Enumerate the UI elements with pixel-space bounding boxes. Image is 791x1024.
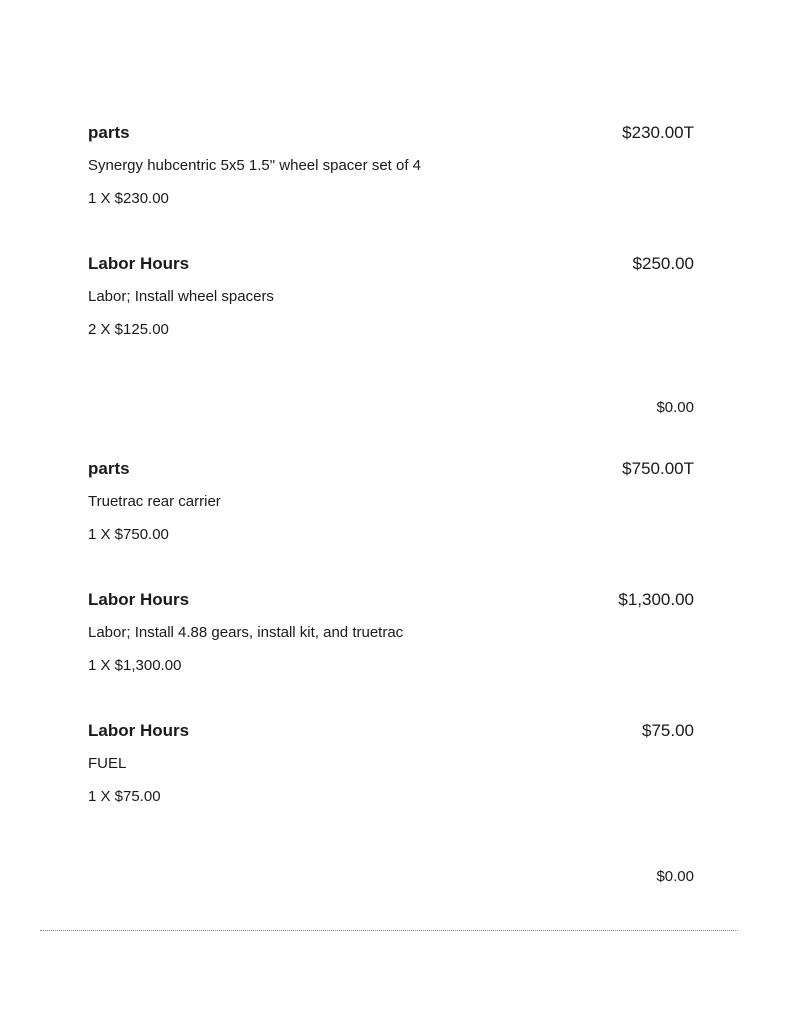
item-title: Labor Hours	[88, 254, 190, 273]
subtotal-amount: $0.00	[656, 399, 694, 416]
item-amount: $75.00	[642, 721, 694, 740]
item-description: Labor; Install wheel spacers	[88, 288, 274, 305]
item-quantity: 1 X $75.00	[88, 788, 161, 805]
item-quantity: 1 X $750.00	[88, 526, 169, 543]
item-quantity: 1 X $230.00	[88, 190, 169, 207]
item-description: FUEL	[88, 755, 127, 772]
dotted-divider	[40, 930, 738, 931]
item-title: parts	[88, 123, 130, 142]
item-title: Labor Hours	[88, 590, 190, 609]
item-amount: $750.00T	[622, 459, 694, 478]
item-description: Synergy hubcentric 5x5 1.5" wheel spacer set of 4	[88, 157, 422, 174]
item-title: parts	[88, 459, 130, 478]
item-quantity: 2 X $125.00	[88, 321, 169, 338]
item-amount: $230.00T	[622, 123, 694, 142]
item-quantity: 1 X $1,300.00	[88, 657, 182, 674]
item-amount: $1,300.00	[618, 590, 694, 609]
subtotal-amount: $0.00	[656, 868, 694, 885]
item-description: Truetrac rear carrier	[88, 493, 221, 510]
item-description: Labor; Install 4.88 gears, install kit, and truetrac	[88, 624, 404, 641]
item-title: Labor Hours	[88, 721, 190, 740]
item-amount: $250.00	[632, 254, 694, 273]
